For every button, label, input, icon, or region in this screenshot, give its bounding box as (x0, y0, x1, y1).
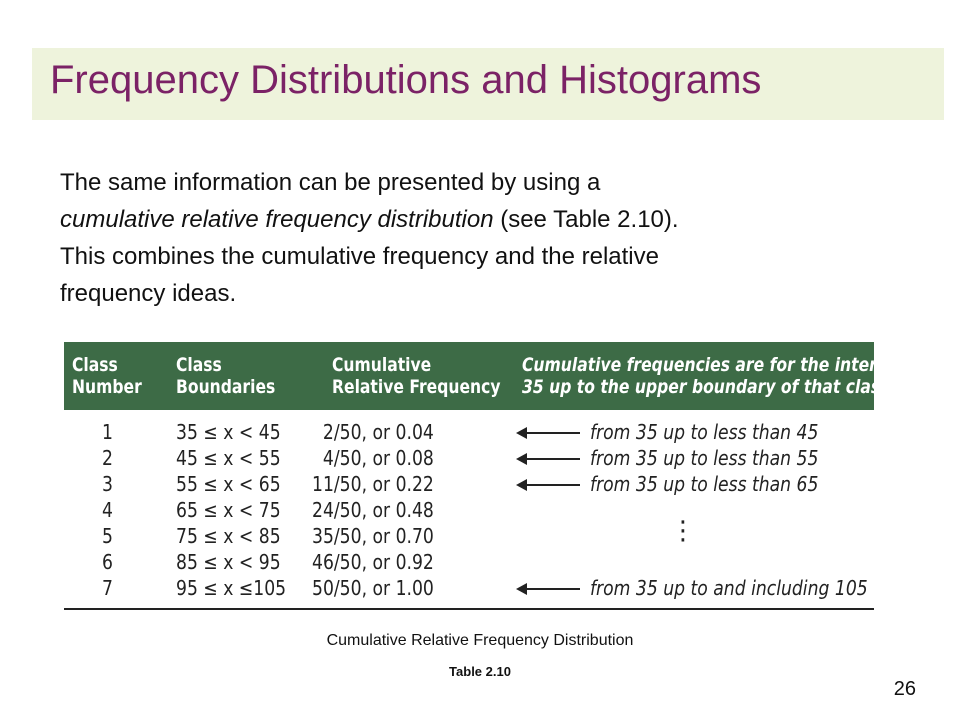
class-number: 3 (102, 472, 113, 496)
class-number: 1 (102, 420, 113, 444)
vertical-ellipsis-icon: ⋮ (670, 516, 696, 546)
class-boundaries: 35 ≤ x < 45 (176, 420, 281, 444)
interval-note: from 35 up to less than 45 (590, 420, 819, 444)
header-cumulative-relative (332, 354, 501, 398)
table-row (64, 498, 874, 524)
class-number: 2 (102, 446, 113, 470)
body-line-4: frequency ideas. (60, 280, 237, 307)
cumulative-relative-frequency: 24/50, or 0.48 (312, 498, 434, 522)
class-boundaries: 85 ≤ x < 95 (176, 550, 281, 574)
body-line-2-italic: cumulative relative frequency distribution (60, 206, 494, 233)
title-bar (32, 48, 944, 120)
table-header (64, 342, 903, 410)
class-boundaries: 65 ≤ x < 75 (176, 498, 281, 522)
table-row (64, 550, 874, 576)
cumulative-relative-frequency: 46/50, or 0.92 (312, 550, 434, 574)
body-line-3: This combines the cumulative frequency and the relative (60, 243, 659, 270)
header-line: 35 up to the upper boundary of that class. (522, 376, 896, 398)
header-interval-note (522, 354, 903, 398)
header-line: Class (176, 354, 222, 376)
header-line: Boundaries (176, 376, 276, 398)
cumulative-relative-frequency: 4/50, or 0.08 (312, 446, 434, 470)
header-line: Class (72, 354, 118, 376)
header-class-boundaries (176, 354, 275, 398)
class-boundaries: 55 ≤ x < 65 (176, 472, 281, 496)
body-paragraph (60, 164, 920, 312)
class-number: 4 (102, 498, 113, 522)
table-bottom-rule (64, 608, 874, 610)
left-arrow-icon (518, 588, 580, 590)
class-number: 5 (102, 524, 113, 548)
class-boundaries: 95 ≤ x ≤105 (176, 576, 287, 600)
table-row (64, 420, 874, 446)
slide-title: Frequency Distributions and Histograms (50, 58, 762, 102)
class-boundaries: 75 ≤ x < 85 (176, 524, 281, 548)
table-row (64, 576, 874, 602)
table-row (64, 472, 874, 498)
header-line: Relative Frequency (332, 376, 501, 398)
left-arrow-icon (518, 458, 580, 460)
class-boundaries: 45 ≤ x < 55 (176, 446, 281, 470)
body-line-1: The same information can be presented by using a (60, 169, 601, 196)
interval-note: from 35 up to less than 55 (590, 446, 819, 470)
left-arrow-icon (518, 432, 580, 434)
table-row (64, 446, 874, 472)
cumulative-relative-frequency: 35/50, or 0.70 (312, 524, 434, 548)
class-number: 7 (102, 576, 113, 600)
interval-note: from 35 up to and including 105 (590, 576, 868, 600)
header-line: Cumulative (332, 354, 432, 376)
cumulative-relative-frequency: 2/50, or 0.04 (312, 420, 434, 444)
left-arrow-icon (518, 484, 580, 486)
interval-note: from 35 up to less than 65 (590, 472, 819, 496)
header-class-number (72, 354, 142, 398)
header-line: Number (72, 376, 142, 398)
cumulative-table (64, 342, 903, 610)
body-line-2-rest: (see Table 2.10). (493, 206, 679, 233)
cumulative-relative-frequency: 50/50, or 1.00 (312, 576, 434, 600)
table-label: Table 2.10 (449, 664, 511, 679)
table-row (64, 516, 874, 550)
header-line: Cumulative frequencies are for the interval (522, 354, 903, 376)
table-caption: Cumulative Relative Frequency Distribution (326, 632, 634, 649)
cumulative-relative-frequency: 11/50, or 0.22 (312, 472, 434, 496)
page-number: 26 (893, 678, 916, 700)
class-number: 6 (102, 550, 113, 574)
